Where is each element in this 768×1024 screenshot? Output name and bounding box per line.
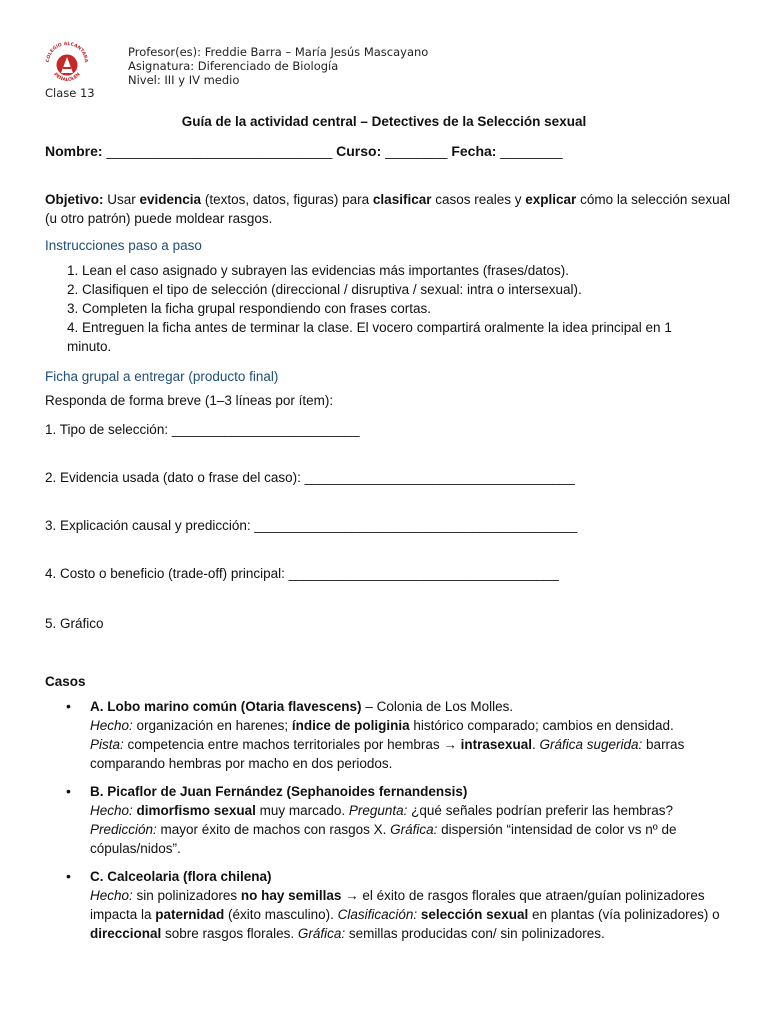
school-logo	[42, 38, 92, 88]
objective-bold: explicar	[525, 192, 577, 207]
case-bold: dimorfismo sexual	[136, 803, 256, 818]
objective	[45, 190, 735, 228]
case-bold: direccional	[90, 926, 162, 941]
case-label: Clasificación:	[337, 907, 418, 922]
case-text: semillas producidas con/ sin polinizadores.	[345, 926, 605, 941]
case-text: muy marcado.	[255, 803, 349, 818]
case-text: organización en harenes;	[132, 718, 292, 733]
question-5[interactable]: 5. Gráfico	[45, 616, 104, 631]
case-bold: intrasexual	[460, 737, 532, 752]
instructions-list	[67, 261, 707, 356]
clase-label: Clase 13	[45, 86, 95, 100]
case-label: Pista:	[90, 737, 124, 752]
question-3[interactable]: 3. Explicación causal y predicción: ___________________________________________	[45, 518, 578, 533]
header-info	[128, 45, 428, 87]
instruction-step: 3. Completen la ficha grupal respondiendo con frases cortas.	[67, 301, 431, 316]
case-text: barras comparando hembras por macho en dos periodos.	[90, 737, 685, 771]
objective-bold: evidencia	[139, 192, 202, 207]
case-label: Gráfica sugerida:	[539, 737, 643, 752]
asignatura-line: Asignatura: Diferenciado de Biología	[128, 59, 339, 73]
ficha-intro: Responda de forma breve (1–3 líneas por ítem):	[45, 393, 334, 408]
ficha-heading: Ficha grupal a entregar (producto final)	[45, 369, 279, 384]
objective-text: casos reales y	[431, 192, 526, 207]
fecha-label: Fecha:	[451, 143, 497, 159]
case-text: .	[531, 737, 540, 752]
case-text: sin polinizadores	[132, 888, 241, 903]
case-text: en plantas (vía polinizadores) o	[528, 907, 720, 922]
case-label: Gráfica:	[297, 926, 346, 941]
case-bold: índice de poliginia	[291, 718, 410, 733]
instructions-heading: Instrucciones paso a paso	[45, 238, 202, 253]
case-title: A. Lobo marino común (Otaria flavescens)	[90, 699, 362, 714]
objective-text: (textos, datos, figuras) para	[201, 192, 373, 207]
nombre-label: Nombre:	[45, 143, 103, 159]
case-item	[90, 697, 735, 773]
case-text: (éxito masculino).	[224, 907, 338, 922]
cases-heading: Casos	[45, 674, 86, 689]
question-1[interactable]: 1. Tipo de selección: _________________________	[45, 422, 360, 437]
curso-label: Curso:	[336, 143, 382, 159]
nivel-line: Nivel: III y IV medio	[128, 73, 240, 87]
question-4[interactable]: 4. Costo o beneficio (trade-off) principal: ____________________________________	[45, 566, 559, 581]
page-title: Guía de la actividad central – Detectives de la Selección sexual	[181, 114, 587, 129]
case-bold: paternidad	[155, 907, 225, 922]
objective-label: Objetivo:	[45, 192, 104, 207]
case-text: competencia entre machos territoriales por hembras →	[123, 737, 461, 752]
svg-text:PEÑALOLÉN: PEÑALOLÉN	[52, 72, 82, 84]
question-2[interactable]: 2. Evidencia usada (dato o frase del caso): ____________________________________	[45, 470, 575, 485]
fecha-blank[interactable]: ________	[496, 143, 563, 159]
objective-text: Usar	[103, 192, 140, 207]
case-label: Pregunta:	[348, 803, 408, 818]
case-bold: no hay semillas	[240, 888, 342, 903]
case-label: Hecho:	[90, 803, 133, 818]
case-label: Hecho:	[90, 888, 133, 903]
case-bold: selección sexual	[420, 907, 529, 922]
case-text: dispersión “intensidad de color vs nº de cópulas/nidos”.	[90, 822, 677, 856]
case-item	[90, 867, 735, 943]
student-fields	[45, 143, 563, 159]
case-label: Hecho:	[90, 718, 133, 733]
case-item	[90, 782, 735, 858]
case-title: C. Calceolaria (flora chilena)	[90, 869, 272, 884]
instruction-step: 2. Clasifiquen el tipo de selección (direccional / disruptiva / sexual: intra o intersexual).	[67, 282, 582, 297]
cases-section	[45, 674, 735, 952]
case-label: Predicción:	[90, 822, 157, 837]
case-text: ¿qué señales podrían preferir las hembras?	[407, 803, 674, 818]
profesor-line: Profesor(es): Freddie Barra – María Jesús Mascayano	[128, 45, 429, 59]
instruction-step: 1. Lean el caso asignado y subrayen las evidencias más importantes (frases/datos).	[67, 263, 570, 278]
case-title: B. Picaflor de Juan Fernández (Sephanoides fernandensis)	[90, 784, 468, 799]
objective-bold: clasificar	[372, 192, 432, 207]
objective-text: cómo la selección sexual (u otro patrón) puede moldear rasgos.	[45, 192, 731, 226]
case-text: → el éxito de rasgos florales que atraen/guían polinizadores impacta la	[90, 888, 705, 922]
case-label: Gráfica:	[390, 822, 438, 837]
case-text: sobre rasgos florales.	[161, 926, 298, 941]
case-text: histórico comparado; cambios en densidad.	[409, 718, 674, 733]
case-text: mayor éxito de machos con rasgos X.	[156, 822, 391, 837]
instruction-step: 4. Entreguen la ficha antes de terminar la clase. El vocero compartirá oralmente la idea principal en 1 minuto.	[67, 320, 672, 354]
case-text: – Colonia de Los Molles.	[361, 699, 514, 714]
svg-text:COLEGIO ALCANTARA: COLEGIO ALCANTARA	[45, 41, 89, 63]
nombre-blank[interactable]: _____________________________	[102, 143, 337, 159]
curso-blank[interactable]: ________	[381, 143, 452, 159]
